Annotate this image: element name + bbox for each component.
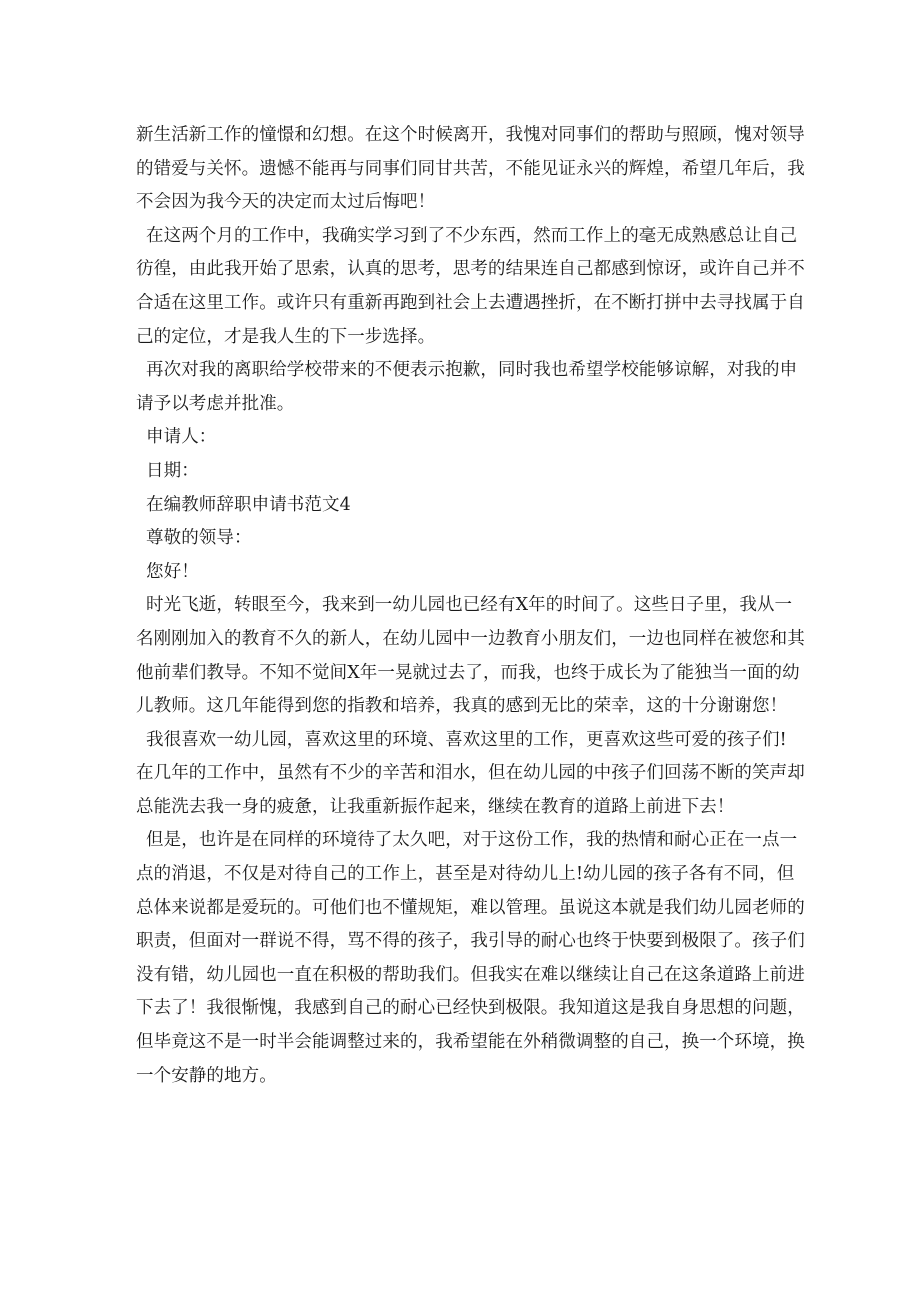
paragraph-first-line: 申请人： [146, 427, 217, 448]
paragraph-first-line: 尊敬的领导： [146, 528, 252, 549]
paragraph-first-line: 在编教师辞职申请书范文4 [146, 494, 351, 515]
paragraph-first-line: 日期： [146, 460, 199, 481]
text-line: 总体来说都是爱玩的。可他们也不懂规矩，难以管理。虽说这本就是我们幼儿园老师的 [136, 897, 805, 918]
text-line: 他前辈们教导。不知不觉间X年一晃就过去了，而我，也终于成长为了能独当一面的幼 [136, 662, 800, 683]
text-line: 一个安静的地方。 [136, 1065, 277, 1086]
text-line: 彷徨，由此我开始了思索，认真的思考，思考的结果连自己都感到惊讶，或许自己并不 [136, 259, 805, 280]
text-line: 请予以考虑并批准。 [136, 393, 295, 414]
text-line: 在几年的工作中，虽然有不少的辛苦和泪水，但在幼儿园的中孩子们回荡不断的笑声却 [136, 763, 805, 784]
text-line: 儿教师。这几年能得到您的指教和培养，我真的感到无比的荣幸，这的十分谢谢您！ [136, 696, 788, 717]
text-line: 但毕竟这不是一时半会能调整过来的，我希望能在外稍微调整的自己，换一个环境，换 [136, 1032, 805, 1053]
text-line: 己的定位，才是我人生的下一步选择。 [136, 326, 436, 347]
text-line: 总能洗去我一身的疲惫，让我重新振作起来，继续在教育的道路上前进下去！ [136, 796, 735, 817]
text-line: 的错爱与关怀。遗憾不能再与同事们同甘共苦，不能见证永兴的辉煌，希望几年后，我 [136, 158, 805, 179]
paragraph-first-line: 在这两个月的工作中，我确实学习到了不少东西，然而工作上的毫无成熟感总让自己 [146, 225, 798, 246]
text-line: 不会因为我今天的决定而太过后悔吧！ [136, 192, 436, 213]
text-line: 新生活新工作的憧憬和幻想。在这个时候离开，我愧对同事们的帮助与照顾，愧对领导 [136, 125, 805, 145]
paragraph-first-line: 但是，也许是在同样的环境待了太久吧，对于这份工作，我的热情和耐心正在一点一 [146, 830, 798, 851]
text-line: 职责，但面对一群说不得，骂不得的孩子，我引导的耐心也终于快要到极限了。孩子们 [136, 931, 805, 952]
paragraph-first-line: 您好！ [146, 561, 199, 582]
text-line: 没有错，幼儿园也一直在积极的帮助我们。但我实在难以继续让自己在这条道路上前进 [136, 964, 805, 985]
paragraph-first-line: 时光飞逝，转眼至今，我来到一幼儿园也已经有X年的时间了。这些日子里，我从一 [146, 595, 793, 616]
text-line: 点的消退，不仅是对待自己的工作上，甚至是对待幼儿上!幼儿园的孩子各有不同，但 [136, 864, 795, 885]
paragraph-first-line: 再次对我的离职给学校带来的不便表示抱歉，同时我也希望学校能够谅解，对我的申 [146, 360, 798, 381]
document-body [136, 119, 805, 1093]
text-line: 名刚刚加入的教育不久的新人，在幼儿园中一边教育小朋友们，一边也同样在被您和其 [136, 628, 805, 649]
paragraph-first-line: 我很喜欢一幼儿园，喜欢这里的环境、喜欢这里的工作，更喜欢这些可爱的孩子们! [146, 729, 787, 750]
text-line: 合适在这里工作。或许只有重新再跑到社会上去遭遇挫折，在不断打拼中去寻找属于自 [136, 292, 805, 313]
text-line: 下去了！我很惭愧，我感到自己的耐心已经快到极限。我知道这是我自身思想的问题， [136, 998, 805, 1019]
